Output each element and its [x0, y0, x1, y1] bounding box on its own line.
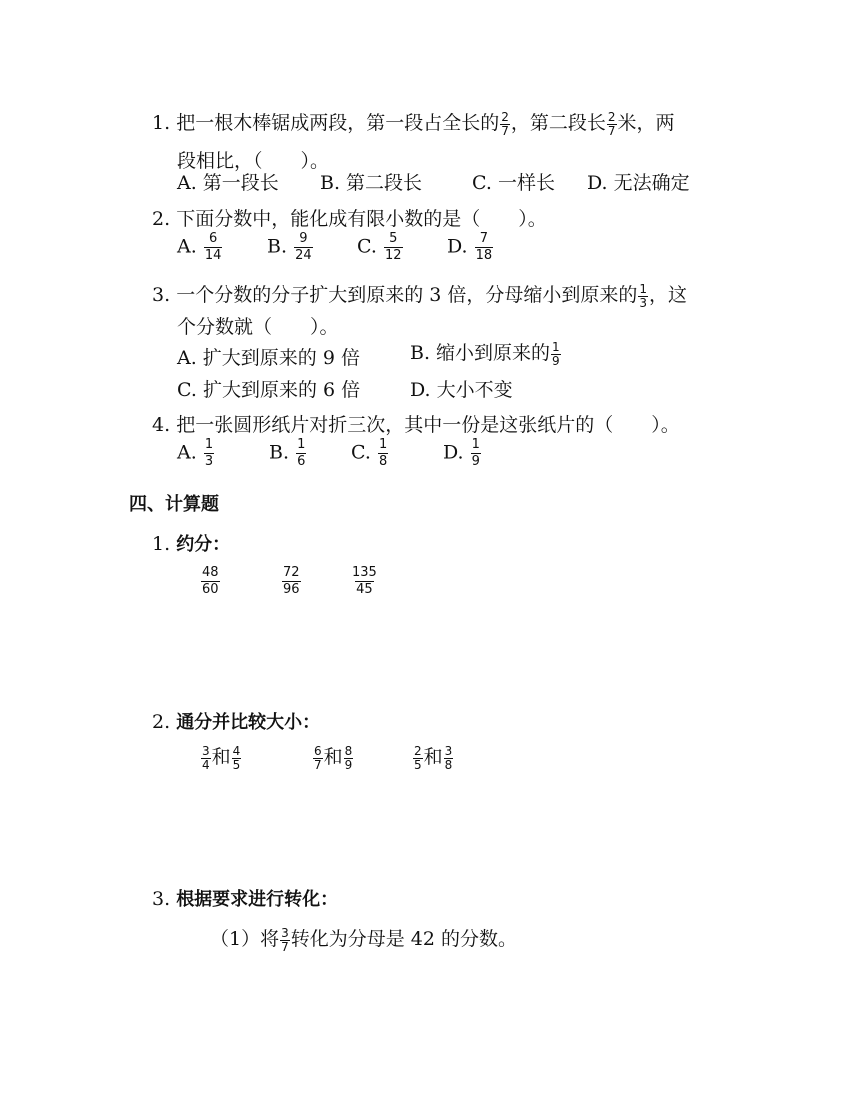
subquestion-title: 约分： — [176, 534, 231, 555]
question-text: 一个分数的分子扩大到原来的 3 倍，分母缩小到原来的 — [176, 284, 638, 306]
fraction: $\frac{1}{3}$ — [204, 437, 214, 469]
option-a[interactable]: A. 扩大到原来的 9 倍 — [177, 347, 360, 369]
question-1-line2: 段相比，（ ）。 — [177, 150, 330, 172]
question-text: 把一张圆形纸片对折三次，其中一份是这张纸片的（ ）。 — [176, 414, 680, 436]
option-d[interactable]: D. $\frac{7}{18}$ — [447, 231, 493, 263]
option-b[interactable]: B. $\frac{1}{6}$ — [269, 437, 306, 469]
question-1: 1. 把一根木棒锯成两段，第一段占全长的 $\frac{2}{7}$ ，第二段长 $\frac{2}{7}$ 米，两 — [152, 109, 675, 138]
question-text: 把一根木棒锯成两段，第一段占全长的 — [176, 112, 500, 134]
option-a[interactable]: A. $\frac{1}{3}$ — [177, 437, 214, 469]
fraction: $\frac{7}{18}$ — [475, 231, 493, 263]
option-c[interactable]: C. 扩大到原来的 6 倍 — [177, 379, 361, 401]
question-number: 2. — [152, 711, 171, 733]
question-number: 2. — [152, 208, 171, 230]
option-b[interactable]: B. 缩小到原来的 $\frac{1}{9}$ — [410, 339, 560, 368]
question-number: 4. — [152, 414, 171, 436]
option-d[interactable]: D. 大小不变 — [410, 379, 513, 401]
compare-pair: $\frac{6}{7}$ 和 $\frac{8}{9}$ — [314, 743, 353, 772]
question-number: 3. — [152, 888, 171, 910]
fraction: $\frac{1}{8}$ — [378, 437, 388, 469]
fraction: $\frac{1}{9}$ — [552, 339, 560, 368]
section-title: 四、计算题 — [129, 494, 219, 515]
fraction: $\frac{1}{6}$ — [297, 437, 306, 469]
fraction: $\frac{2}{7}$ — [607, 109, 616, 138]
option-a[interactable]: A. $\frac{6}{14}$ — [177, 231, 222, 263]
option-b[interactable]: B. 第二段长 — [320, 172, 423, 194]
question-3-line2: 个分数就（ ）。 — [177, 316, 339, 338]
fraction: $\frac{9}{24}$ — [295, 231, 312, 263]
reduce-fraction: $\frac{72}{96}$ — [283, 565, 300, 597]
option-b[interactable]: B. $\frac{9}{24}$ — [267, 231, 312, 263]
question-2 — [152, 204, 547, 231]
question-number: 3. — [152, 284, 171, 306]
question-number: 1. — [152, 112, 171, 134]
fraction: $\frac{2}{7}$ — [501, 109, 509, 138]
option-c[interactable]: C. 一样长 — [472, 172, 555, 194]
conversion-item: （1）将 $\frac{3}{7}$ 转化为分母是 42 的分数。 — [210, 925, 517, 954]
subquestion-1 — [152, 530, 230, 556]
option-d[interactable]: D. $\frac{1}{9}$ — [443, 437, 480, 469]
subquestion-title: 根据要求进行转化： — [176, 889, 339, 910]
option-d[interactable]: D. 无法确定 — [587, 172, 690, 194]
question-text: 下面分数中，能化成有限小数的是（ ）。 — [176, 208, 547, 230]
reduce-fraction: $\frac{135}{45}$ — [352, 565, 377, 597]
option-c[interactable]: C. $\frac{5}{12}$ — [357, 231, 402, 263]
subquestion-2 — [152, 708, 320, 734]
subquestion-title: 通分并比较大小： — [176, 712, 321, 733]
fraction: $\frac{1}{3}$ — [639, 281, 647, 310]
subquestion-3 — [152, 885, 338, 911]
option-c[interactable]: C. $\frac{1}{8}$ — [351, 437, 388, 469]
fraction: $\frac{1}{9}$ — [471, 437, 480, 469]
compare-pair: $\frac{3}{4}$ 和 $\frac{4}{5}$ — [202, 743, 241, 772]
compare-pair: $\frac{2}{5}$ 和 $\frac{3}{8}$ — [414, 743, 453, 772]
question-3: 3. 一个分数的分子扩大到原来的 3 倍，分母缩小到原来的 $\frac{1}{3}$ ，这 — [152, 281, 688, 310]
option-a[interactable]: A. 第一段长 — [177, 172, 279, 194]
question-number: 1. — [152, 533, 171, 555]
fraction: $\frac{5}{12}$ — [384, 231, 402, 263]
reduce-fraction: $\frac{48}{60}$ — [202, 565, 219, 597]
question-4 — [152, 410, 680, 437]
fraction: $\frac{6}{14}$ — [204, 231, 222, 263]
